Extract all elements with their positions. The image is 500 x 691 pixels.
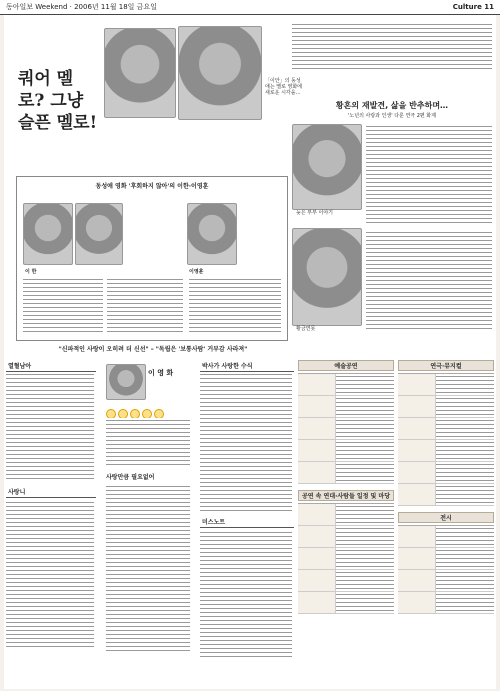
column-1 xyxy=(6,360,96,685)
intro-text xyxy=(292,22,492,70)
header-left: 동아일보 Weekend · 2006년 11월 18일 금요일 xyxy=(6,3,157,11)
col1-title: 열혈남아 xyxy=(6,360,96,372)
col4-title: 연극·뮤지컬 xyxy=(398,360,494,371)
inline-photo-2 xyxy=(75,203,123,265)
story-box xyxy=(16,176,288,341)
column-2 xyxy=(200,360,294,685)
feature-top-right xyxy=(292,20,492,350)
col4-table-2 xyxy=(398,525,494,614)
col2-text xyxy=(200,372,292,512)
text-column-1 xyxy=(23,277,103,332)
col3-subtitle: 공연 속 연대·사람들 일정 및 마당 xyxy=(298,490,394,501)
col1-subtitle: 사랑니 xyxy=(6,486,96,498)
col2-title: 박사가 사랑한 수식 xyxy=(200,360,294,372)
column-4 xyxy=(398,360,494,685)
label-1: 이 한 xyxy=(25,269,37,275)
text-right-2 xyxy=(366,230,492,330)
page-header xyxy=(0,0,500,15)
col4-table xyxy=(398,373,494,506)
rating-title: 이 영 화 xyxy=(148,369,174,377)
photo-caption: 「이안」의 동성애는 멜로 영화에 새로운 시각을… xyxy=(265,78,302,96)
top-right-photo-1 xyxy=(292,124,362,210)
story-title: 동성애 영화 '후회하지 않아'의 이한·이영훈 xyxy=(95,183,209,190)
column-rating xyxy=(102,360,194,685)
middle-box-title: 사랑만큼 필요없어 xyxy=(106,474,155,481)
header-right: Culture 11 xyxy=(452,3,494,11)
headline: 쿼어 멜로? 그냥 슬픈 멜로! xyxy=(18,69,98,133)
col3-table-2 xyxy=(298,503,394,614)
feature-top-left xyxy=(10,20,302,180)
inline-photo-1 xyxy=(23,203,73,265)
bottom-quote: "신파적인 사랑이 오히려 더 신선" – "독립은 '보통사람' 거부감 사라져" xyxy=(58,346,248,353)
label-2: 황금연못 xyxy=(296,326,316,332)
column-3 xyxy=(298,360,394,685)
col3-title: 예술공연 xyxy=(298,360,394,371)
rating-photo xyxy=(106,364,146,400)
col3-table xyxy=(298,373,394,484)
rating-text xyxy=(106,418,190,468)
inline-photo-3 xyxy=(187,203,237,265)
bottom-section xyxy=(6,360,494,685)
col2-subtitle: 미스노트 xyxy=(200,516,294,528)
col1-text-2 xyxy=(6,500,94,650)
text-right-1 xyxy=(366,124,492,224)
photo-right xyxy=(178,26,262,120)
col4-subtitle: 전시 xyxy=(398,512,494,523)
photo-left xyxy=(104,28,176,118)
text-column-3 xyxy=(189,277,281,332)
col2-text-2 xyxy=(200,530,292,660)
label-2: 이영훈 xyxy=(189,269,204,275)
col1-text xyxy=(6,372,94,482)
lead-title: 황혼의 재발견, 삶을 반추하며… xyxy=(335,101,449,110)
top-right-photo-2 xyxy=(292,228,362,326)
middle-box-text xyxy=(106,484,190,654)
label-1: 늦은 부부 이야기 xyxy=(296,210,333,216)
lead-sub: '노년의 사랑과 인생' 다룬 연극 2편 화제 xyxy=(348,113,436,119)
text-column-2 xyxy=(107,277,183,332)
